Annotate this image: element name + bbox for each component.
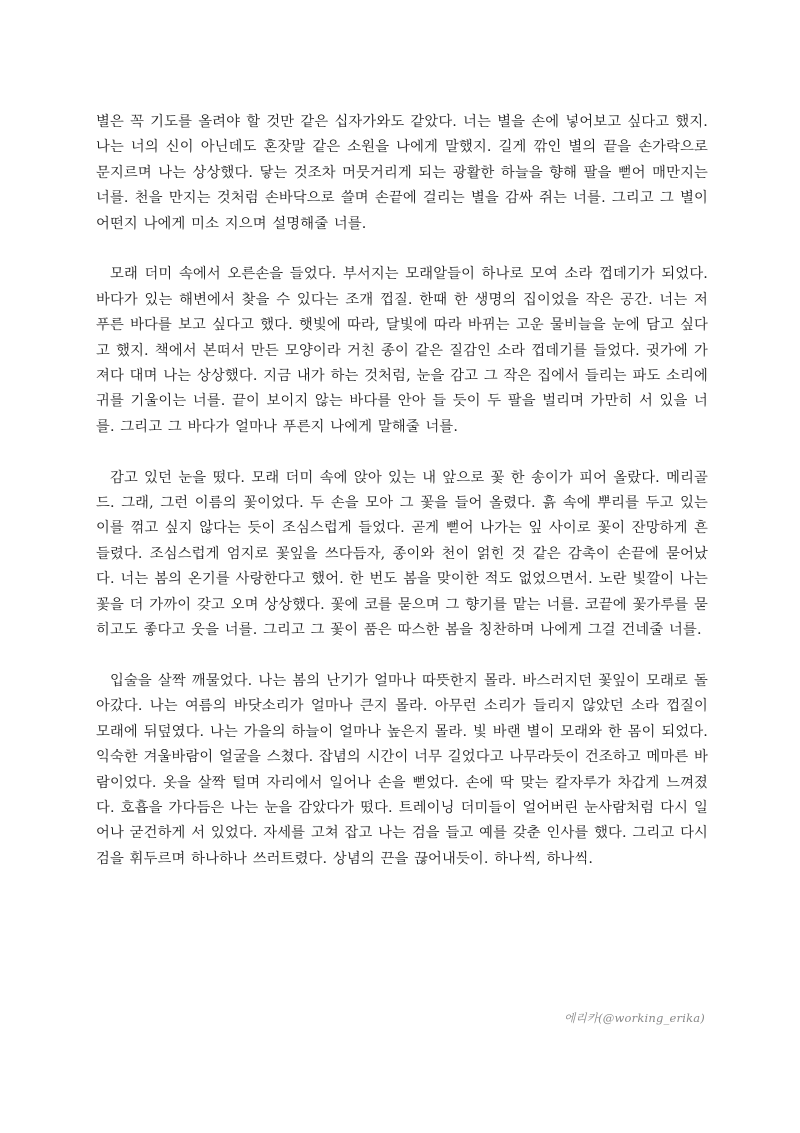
- author-signature: 에리카(@working_erika): [564, 1011, 705, 1025]
- document-body: [96, 110, 708, 898]
- paragraph-sword: 입술을 살짝 깨물었다. 나는 봄의 난기가 얼마나 따뜻한지 몰라. 바스러지던 꽃잎이 모래로 돌아갔다. 나는 여름의 바닷소리가 얼마나 큰지 몰라. 아무런 소리가 들리지 않았던 소라 껍질이 모래에 뒤덮였다. 나는 가을의 하늘이 얼마나 높은지 몰라. 빛 바랜 별이 모래와 한 몸이 되었다. 익숙한 겨울바람이 얼굴을 스쳤다. 잡념의 시간이 너무 길었다고 나무라듯이 건조하고 메마른 바람이었다. 옷을 살짝 털며 자리에서 일어나 손을 뻗었다. 손에 딱 맞는 칼자루가 차갑게 느껴졌다. 호흡을 가다듬은 나는 눈을 감았다가 떴다. 트레이닝 더미들이 얼어버린 눈사람처럼 다시 일어나 굳건하게 서 있었다. 자세를 고쳐 잡고 나는 검을 들고 예를 갖춘 인사를 했다. 그리고 다시 검을 휘두르며 하나하나 쓰러트렸다. 상념의 끈을 끊어내듯이. 하나씩, 하나씩.: [96, 672, 708, 867]
- paragraph-star: 별은 꼭 기도를 올려야 할 것만 같은 십자가와도 같았다. 너는 별을 손에 넣어보고 싶다고 했지. 나는 너의 신이 아닌데도 혼잣말 같은 소원을 나에게 말했지. 길게 깎인 별의 끝을 손가락으로 문지르며 나는 상상했다. 닿는 것조차 머뭇거리게 되는 광활한 하늘을 향해 팔을 뻗어 매만지는 너를. 천을 만지는 것처럼 손바닥으로 쓸며 손끝에 걸리는 별을 감싸 쥐는 너를. 그리고 그 별이 어떤지 나에게 미소 지으며 설명해줄 너를.: [96, 114, 708, 232]
- paragraph-shell: 모래 더미 속에서 오른손을 들었다. 부서지는 모래알들이 하나로 모여 소라 껍데기가 되었다. 바다가 있는 해변에서 찾을 수 있다는 조개 껍질. 한때 한 생명의 집이었을 작은 공간. 너는 저 푸른 바다를 보고 싶다고 했다. 햇빛에 따라, 달빛에 따라 바뀌는 고운 물비늘을 눈에 담고 싶다고 했지. 책에서 본떠서 만든 모양이라 거친 종이 같은 질감인 소라 껍데기를 들었다. 귓가에 가져다 대며 나는 상상했다. 지금 내가 하는 것처럼, 눈을 감고 그 작은 집에서 들리는 파도 소리에 귀를 기울이는 너를. 끝이 보이지 않는 바다를 안아 들 듯이 두 팔을 벌리며 가만히 서 있을 너를. 그리고 그 바다가 얼마나 푸른지 나에게 말해줄 너를.: [96, 266, 708, 435]
- paragraph-flower: 감고 있던 눈을 떴다. 모래 더미 속에 앉아 있는 내 앞으로 꽃 한 송이가 피어 올랐다. 메리골드. 그래, 그런 이름의 꽃이었다. 두 손을 모아 그 꽃을 들어 올렸다. 흙 속에 뿌리를 두고 있는 이를 꺾고 싶지 않다는 듯이 조심스럽게 들었다. 곧게 뻗어 나가는 잎 사이로 꽃이 잔망하게 흔들렸다. 조심스럽게 엄지로 꽃잎을 쓰다듬자, 종이와 천이 얽힌 것 같은 감촉이 손끝에 묻어났다. 너는 봄의 온기를 사랑한다고 했어. 한 번도 봄을 맞이한 적도 없었으면서. 노란 빛깔이 나는 꽃을 더 가까이 갖고 오며 상상했다. 꽃에 코를 묻으며 그 향기를 맡는 너를. 코끝에 꽃가루를 묻히고도 좋다고 웃을 너를. 그리고 그 꽃이 품은 따스한 봄을 칭찬하며 나에게 그걸 건네줄 너를.: [96, 469, 708, 639]
